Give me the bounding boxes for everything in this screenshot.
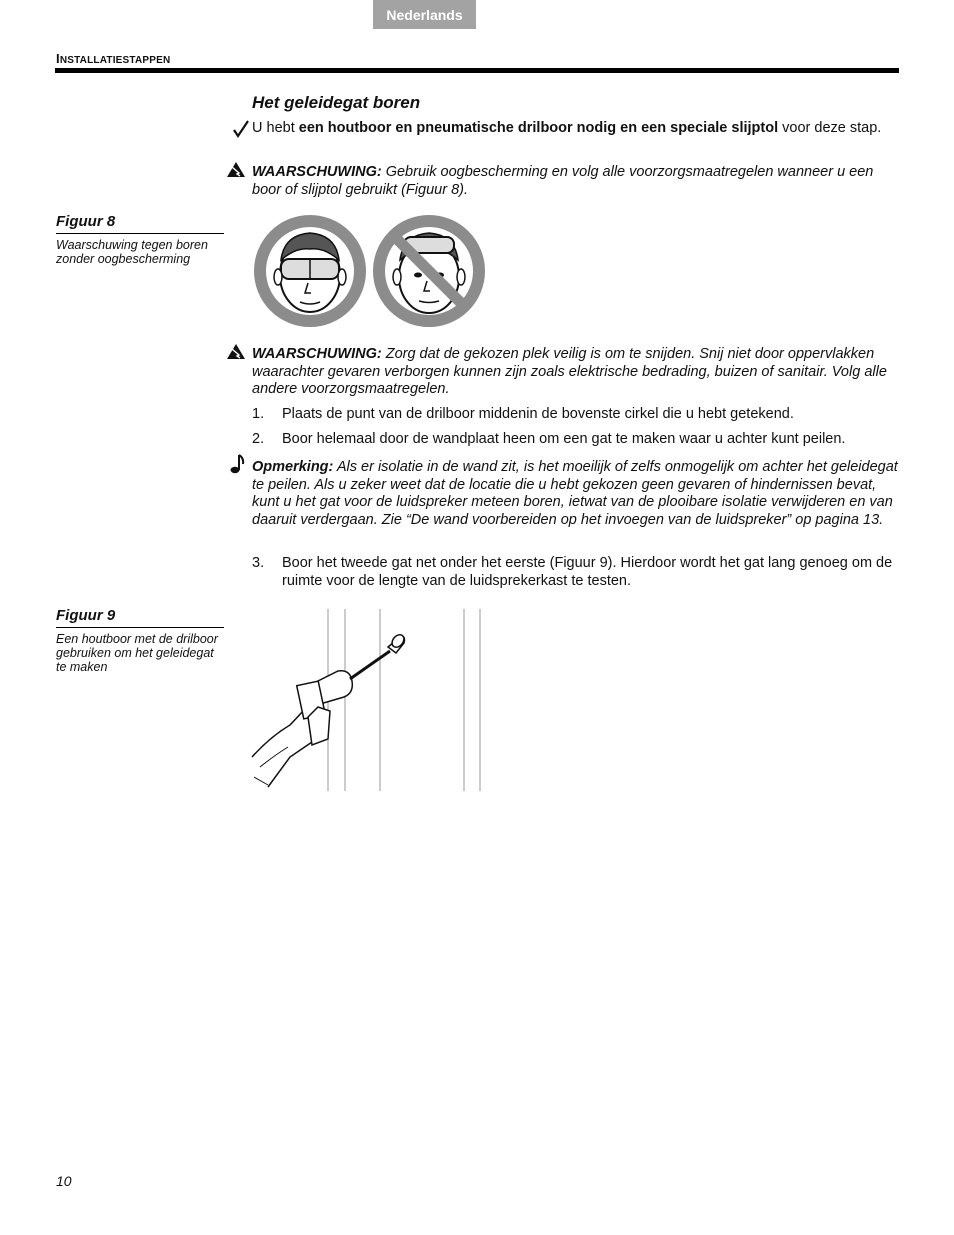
figure-9-caption: Een houtboor met de drilboor gebruiken om het geleidegat te maken bbox=[56, 632, 218, 674]
section-rule bbox=[55, 68, 899, 73]
step-text: Plaats de punt van de drilboor middenin de bovenste cirkel die u hebt getekend. bbox=[282, 406, 794, 422]
section-heading: INSTALLATIESTAPPEN bbox=[56, 51, 171, 66]
figure-8-caption: Waarschuwing tegen boren zonder oogbescherming bbox=[56, 238, 208, 266]
step-text: Boor helemaal door de wandplaat heen om een gat te maken waar u achter kunt peilen. bbox=[282, 431, 846, 447]
page-title: Het geleidegat boren bbox=[252, 93, 421, 112]
face-with-goggles-icon bbox=[254, 215, 366, 327]
figure-9-label: Figuur 9 bbox=[56, 607, 224, 628]
figure-8-label: Figuur 8 bbox=[56, 213, 224, 234]
step-number: 3. bbox=[252, 555, 265, 571]
no-goggles-prohibited-icon bbox=[373, 215, 485, 327]
page-number: 10 bbox=[56, 1173, 72, 1189]
language-tab[interactable]: Nederlands bbox=[373, 0, 476, 29]
step-number: 1. bbox=[252, 406, 265, 422]
warning-triangle-icon bbox=[226, 343, 246, 360]
warning-1: WAARSCHUWING: Gebruik oogbescherming en volg alle voorzorgsmaatregelen wanneer u een boor of slijptol gebruikt (Figuur 8). bbox=[252, 164, 874, 198]
warning-2: WAARSCHUWING: Zorg dat de gekozen plek veilig is om te snijden. Snij niet door oppervlakken waarachter gevaren verborgen kunnen zijn zoals elektrische bedrading, buizen of sanitair. Volg alle andere voorzorgsmaatregelen. bbox=[252, 346, 887, 397]
note-paragraph: Opmerking: Als er isolatie in de wand zit, is het moeilijk of zelfs onmogelijk om achter het geleidegat te peilen. Als u zeker weet dat de locatie die u hebt gekozen geen gevaren of hindernissen bevat, kunt u het gat voor de luidspreker meteen boren, ietwat van de plooibare isolatie verwijderen en van daaruit verdergaan. Zie “De wand voorbereiden op het invoegen van de luidspreker” op pagina 13. bbox=[252, 459, 898, 528]
music-note-icon bbox=[230, 454, 246, 474]
warning-triangle-icon bbox=[226, 161, 246, 178]
step-text: Boor het tweede gat net onder het eerste (Figuur 9). Hierdoor wordt het gat lang genoeg om de ruimte voor de lengte van de luidsprekerkast te testen. bbox=[282, 555, 893, 589]
step-number: 2. bbox=[252, 431, 265, 447]
checkmark-icon bbox=[233, 120, 249, 138]
hand-drill-illustration-icon bbox=[250, 607, 490, 793]
intro-paragraph: U hebt een houtboor en pneumatische drilboor nodig en een speciale slijptol voor deze stap. bbox=[252, 120, 882, 136]
